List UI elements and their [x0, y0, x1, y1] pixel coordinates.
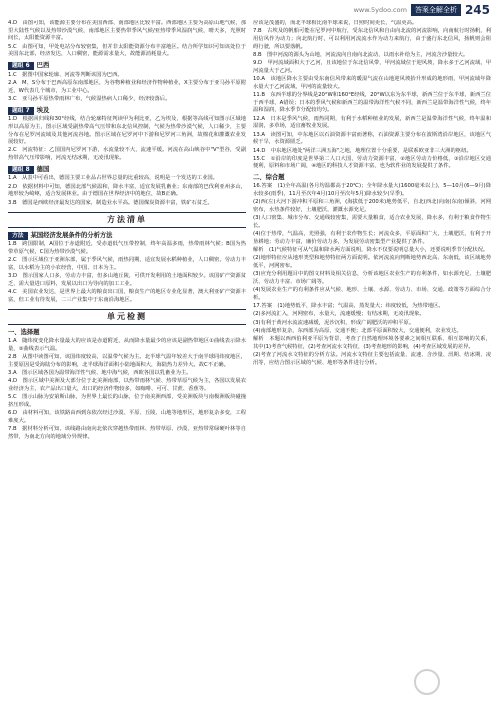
content-columns	[8, 20, 492, 697]
answer-paragraph: 解析 本题以西西伯利亚平原为背景，考查了自然地理环境各要素之间相互联系、相互影响的关系，其中(1)考查气候特征，(2)考查河流水文特征，(3)考查地形的影响，(4)考查区域发展的差异。	[253, 336, 491, 350]
question-group-title: 巴西	[36, 61, 50, 69]
watermark	[414, 667, 492, 697]
page-number: 245	[464, 3, 490, 17]
question-group-tag	[8, 107, 34, 115]
answer-paragraph: 16.答案 (1)全年高温(各月均温都高于20℃)；全年降水量大(1600毫米以上)，5—10月(6—9月)降水较多(雨季)，11月至次年4月(10月至次年5月)降水较少(旱季)。	[253, 183, 491, 197]
question-group-label: 题组	[12, 62, 24, 69]
answer-paragraph: (2)西(左)大河下游冲积平原和三角洲，(海拔低于200米)地势低平，自北(西北)向南(东南)倾斜，河网密布，水热条件较好，土壤肥沃，灌溉水源充足。	[253, 199, 491, 213]
section-title: 方法清单	[8, 212, 246, 228]
answer-paragraph: 7.B 古埃及的帆船可能在尼罗河中航行，受东北信风和自由向北流的河流影响，向南航行时扬帆，利用信风作为动力；向北航行时，可以利用河流流水作为动力来航行，由于盛行东北信风，扬帆则会阻碍行驶，所以要落帆。	[253, 28, 491, 50]
answer-paragraph: 2.D 依据材料中可知，德国北部气候温和，降水丰富，适宜发展乳畜业；东南部的巴伐利亚州多山，地形较为崎岖，适合发展林业。由于德国在世界经济中的地位，故B正确。	[8, 183, 246, 198]
header-right	[354, 3, 490, 17]
answer-paragraph: 13.A 读图可知，中东地区以石油资源丰富而著称，石油资源主要分布在波斯湾沿岸地区，该地区气候干旱，水资源匮乏。	[253, 131, 491, 146]
question-group-header	[8, 106, 246, 116]
site-url: www.5ydoo.com	[353, 6, 407, 14]
answer-paragraph: (4)发展农业生产的有利条件应从气候、地形、土壤、水源、劳动力、市场、交通、政策等方面综合分析。	[253, 287, 491, 301]
question-group-tag	[8, 166, 34, 174]
answer-paragraph: 12.A 日本是季风气候，雨热同期，有利于水稻种植业的发展，新西兰是温带海洋性气候，终年温和湿润，多草场，适宜畜牧业发展。	[253, 115, 491, 130]
answer-paragraph: 15.C ①沿岸的印度是世界第二人口大国，劳动力资源丰富，②地区劳动力价格低，③沿岸地区交通便利，原料和市场广阔，④地区的科技人才资源丰富，也为软件业的发展提供了条件。	[253, 155, 491, 170]
sub-section-text: 某国经济发展条件的分析方法	[30, 231, 113, 239]
question-group-tag	[8, 62, 34, 70]
sub-section-title	[8, 231, 246, 240]
answer-paragraph: 4.C 美国农业发达，是世界上最大的粮食出口国，粮食生产的地区专业化显著，澳大利亚矿产资源丰富，但工业有待发展，二三产业集中于东南沿海地区。	[8, 289, 246, 303]
answer-paragraph: 8.B 图中河流的源头为山地，河流流向自南向北流动，以雨水补给为主，河流含沙量较大。	[253, 51, 469, 58]
answer-paragraph: 14.D 中东地区地处"两洋三洲五海"之地，地理位置十分重要，是联系欧亚非三大洲的枢纽。	[253, 147, 472, 154]
answer-paragraph: 10.A 该地区降水主要由受东南信风带来的暖湿气流在山地迎风坡抬升形成的地形雨，甲河流域年降水量大于乙河流域，甲河的流量较大。	[253, 76, 491, 90]
answer-paragraph: 4.D 图示区域中美洲及大部分位于北美洲南部，以热带雨林气候、热带草原气候为主，各国以发展农业经济为主，农产品出口量大，出口的经济作物较多，如咖啡、可可、甘蔗、香蕉等。	[8, 378, 246, 393]
answer-paragraph: (3)有利于黄河水流流速减缓，泥沙沉积，形成广阔肥沃的冲积平原。	[253, 319, 415, 326]
answer-paragraph: (2)考查了河流水文特征的分析方法。河流水文特征主要包括流量、流速、含沙量、汛期、结冰期、凌汛等，应结合图示区域的气候、地形等条件进行分析。	[253, 352, 491, 366]
question-group-number: 6	[25, 62, 30, 69]
answer-paragraph: (3)应充分利用题目中的图文材料及相关信息，分析该地区农业生产的有利条件，如水源充足、土壤肥沃、劳动力丰富、市场广阔等。	[253, 271, 491, 285]
sub-section-title	[253, 173, 491, 182]
answer-paragraph: 4.D 由图可知，该能源主要分布在美国西部、南部地区比较丰富。西部地区主要为高原山地气候，那里大陆性气候以及热带沙漠气候，南部地区主要热带季风气候/亚热带季风湿润气候，晴天多，光照时间长，太阳能资源丰富。	[8, 20, 246, 42]
question-group-label: 题组	[12, 107, 24, 114]
watermark-logo-icon	[414, 669, 440, 695]
question-group-title: 埃及	[36, 106, 50, 114]
answer-paragraph: 11.B 东西半球的分界线是20°W和160°E经线，20°W以东为东半球，新西兰位于东半球，新西兰位于西半球，A错误；日本的季风气候和新西兰的温带海洋性气候不同，新西兰是温带海洋性气候，终年温和湿润，降水季节分配较均匀。	[253, 92, 491, 114]
answer-paragraph: 9.D 甲河流域面积大于乙河，且该地位于东北信风带，甲河流域位于迎风坡，降水多于乙河流域，甲河流量大于乙河。	[253, 60, 491, 74]
answer-paragraph: 3.B 德国是西欧经济最发达的国家，制造业水平高。德国煤炭资源丰富，铁矿石贫乏。	[8, 199, 213, 206]
answer-paragraph: 7.B 据材料分析可知，该线路由南向北依次穿越热带雨林、热带草原、沙漠、亚热带常绿硬叶林等自然带，为南北方向的地域分异规律。	[8, 426, 246, 440]
answer-paragraph: (2)地形特征应从地形类型和地势特征两方面说明。依河流流向判断地势西北高、东南低，该区域地势低平，河网密布。	[253, 255, 491, 269]
answer-paragraph: 5.C 由图可知，甲处电站分布较密集，但并非太阳能资源分布丰富地区。结合所学知识可知该处位于美国东北部，经济发达，人口稠密，能源需求量大，故能源消耗量大。	[8, 43, 246, 58]
question-group-title: 德国	[36, 165, 50, 173]
answer-paragraph: 2.A M、S分布于巴西高原东南部地区，为谷物种植业和经济作物种植业，X主要分布于亚马孙平原附近，W代表几个城市，为工业中心。	[8, 79, 246, 94]
answer-paragraph: 1.B 跨国限制，A国位于赤道附近，受赤道低气压带控制，终年高温多雨，热带雨林气候；B国为热带草原气候，C国为热带沙漠气候。	[8, 241, 246, 255]
question-group-label: 题组	[12, 166, 24, 173]
answer-paragraph: (4)位于热带，气温高，光照强，有利于农作物生长；河流众多，平原面积广大，土壤肥沃，有利于开垦耕地；劳动力丰富，廉价劳动力多，为发展劳动密集型产业提供了条件。	[253, 231, 491, 245]
answer-paragraph: 1.A 随纬度变化降水量最大的应该是赤道附近，从而降水量最少的应该是副热带地区①曲线表示降水量，②曲线表示气温。	[8, 338, 246, 352]
answer-paragraph: 应该是茂盛的，而北半球相比南半球来说，日照时间更长，气温更高。	[253, 20, 418, 26]
answer-paragraph: 6.D 由材料可知，该铁路由西到东依次经过沙漠、平原、丘陵、山地等地形区，地形复杂多变，工程难度大。	[8, 410, 246, 424]
question-group-number: 8	[25, 166, 30, 173]
answer-paragraph: (2)多河流汇入，河网密布，水量大，流速缓慢；有结冰期，无凌汛现象。	[253, 311, 425, 318]
answer-paragraph: 解析 (1)气候特征可从气温和降水两方面说明，降水不仅要说明总量大小，还要说明季节分配状况。	[253, 246, 489, 253]
answer-paragraph: 3.A 图示区域各国为温带海洋性气候、地中海气候，西欧各国以乳畜业为主。	[8, 370, 192, 377]
answer-paragraph: 17.答案 (1)地势低平，降水丰富；气温高，蒸发量大；纬度较低，为热带地区。	[253, 303, 444, 310]
answer-paragraph: 2.C 图示区域位于亚洲东部，属于季风气候，雨热同期，适宜发展水稻种植业，人口稠密，劳动力丰富，以水稻为主的小农经营，中国、日本为主。	[8, 257, 246, 271]
answer-paragraph: 1.D 根据回归线和30°经线，结合轮廓特征判读甲为利比亚，乙为埃及，根据等高线可知图示区域地形以高原为主，图示区域受副热带高气压带和东北信风控制，气候为热带沙漠气候，人口稀少，主要分布在尼罗河流域及其他河流谷地。图示区域在尼罗河中下游和尼罗河三角洲，故棉花和灌溉农业发展较好。	[8, 116, 246, 146]
answer-paragraph: (3)人口密集、城市分布、交通线较密集，需要大量粮食，适合农业发展，降水多，有利于粮食作物生长。	[253, 215, 491, 229]
sub-section-text: 一、选择题	[8, 329, 40, 337]
answer-paragraph: 3.C 亚马孙平原热带雨林广布，气候湿热病人口稀少，经济较落后。	[8, 95, 171, 102]
page-header	[0, 0, 500, 20]
series-title: 答案全解全析	[411, 4, 461, 16]
answer-paragraph: (4)南部地形复杂，东西部为高原，交通不便；北部平原面积较大，交通便利，农业发达。	[253, 327, 462, 334]
answer-paragraph: 3.D 图示国家人口多，劳动力丰富，但多山地丘陵，可供开发利用的土地面积较少。该国矿产资源贫乏，需大量进口原料，发展以出口为导向的加工工业。	[8, 273, 246, 287]
answer-paragraph: 5.C 图示山脉为安第斯山脉，为世界上最长的山脉，位于南美洲西部，受美洲板块与南极洲板块碰撞挤压形成。	[8, 394, 246, 408]
question-group-header	[8, 165, 246, 175]
answer-paragraph: 2.C 河流特征：乙国国内尼罗河下游，水流量较不大，流速平缓。河流在高山峡谷中"V"型谷，受副热带高气压带影响，河流无结冰期，无凌汛现象。	[8, 147, 246, 162]
left-column	[8, 20, 246, 697]
question-group-header	[8, 61, 246, 71]
sub-section-title	[8, 328, 246, 337]
answer-paragraph: 2.B 从图中读图可知，该国纬度较高，以温带气候为主。北半球气温年较差大于南半球同纬度地区，主要原因是受海陆分布的影响，北半球海洋面积小陆地面积大，海陆热力差异大。故C不正确。	[8, 354, 246, 368]
answer-paragraph: 1.A 从表中可看出，德国主要工业品占世界总量的比重较高，说明是一个发达的工业国。	[8, 175, 218, 182]
question-group-number: 7	[25, 107, 30, 114]
right-column	[253, 20, 491, 697]
section-title: 单元检测	[8, 309, 246, 325]
sub-section-text: 二、综合题	[253, 174, 285, 182]
method-tag: 方法	[8, 232, 28, 240]
answer-paragraph: 1.C 据图中国家轮廓、河流等判断该国为巴西。	[8, 71, 123, 78]
